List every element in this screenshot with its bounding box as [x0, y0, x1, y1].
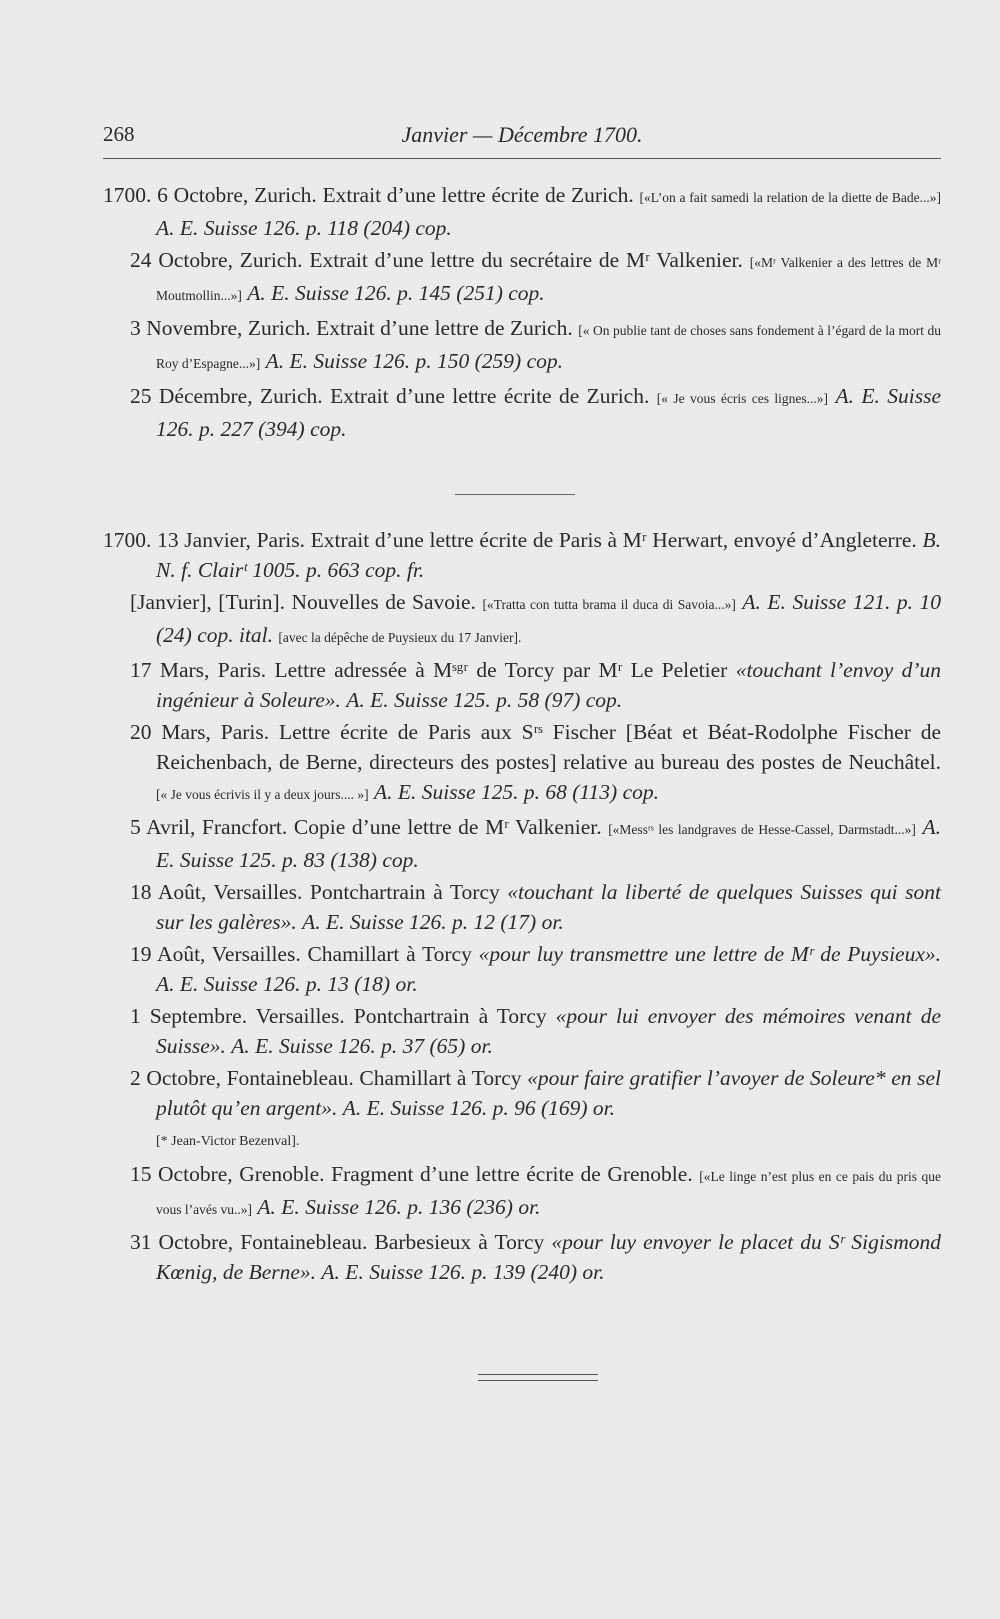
running-title: Janvier — Décembre 1700. [401, 122, 643, 147]
entry-ref: A. E. Suisse 125. p. 58 (97) cop. [346, 688, 623, 712]
entry-text: Pontchartrain à Torcy [309, 880, 500, 904]
entry-lead: 3 Novembre, Zurich. [130, 316, 311, 340]
entry-footnote: [* Jean-Victor Bezenval]. [156, 1134, 300, 1149]
entry-ref: A. E. Suisse 121. p. 10 (24) cop. ital. [156, 590, 941, 647]
entry-note: [avec la dépêche de Puysieux du 17 Janvier]. [278, 630, 522, 645]
entry [103, 655, 941, 715]
entry-note: [«Mʳ Valkenier a des lettres de Mʳ Moutmollin...»] [156, 255, 942, 303]
entry-ref: A. E. Suisse 126. p. 13 (18) or. [156, 972, 418, 996]
entry-note: [«L’on a fait samedi la relation de la diette de Bade...»] [639, 190, 942, 205]
entry-note: [« On publie tant de choses sans fondement à l’égard de la mort du Roy d’Espagne...»] [156, 323, 942, 371]
entry-note: [«Le linge n’est plus en ce pais du pris que vous l’avés vu..»] [156, 1169, 942, 1217]
entry [103, 245, 941, 311]
entry-quote: «pour luy transmettre une lettre de Mʳ de Puysieux». [478, 942, 941, 966]
entry-note: [«Messʳˢ les landgraves de Hesse-Cassel, Darmstadt...»] [608, 822, 916, 837]
entry-text: Extrait d’une lettre du secrétaire de Mʳ Valkenier. [309, 248, 743, 272]
entry [103, 1063, 941, 1157]
entry-ref: A. E. Suisse 126. p. 37 (65) or. [231, 1034, 493, 1058]
entry-quote: «touchant la liberté de quelques Suisses qui sont sur les galères». [156, 880, 941, 934]
entry-ref: A. E. Suisse 126. p. 139 (240) or. [321, 1260, 605, 1284]
entry-text: Copie d’une lettre de Mʳ Valkenier. [293, 815, 602, 839]
entry-text: Lettre adressée à Mˢᵍʳ de Torcy par Mʳ Le Peletier [274, 658, 728, 682]
entry [103, 180, 941, 243]
entry-ref: A. E. Suisse 126. p. 136 (236) or. [257, 1195, 541, 1219]
section-1700 [103, 525, 941, 1289]
entry-text: Nouvelles de Savoie. [291, 590, 476, 614]
page-header [103, 122, 941, 152]
entry-text: Chamillart à Torcy [359, 1066, 522, 1090]
entry-lead: 1700. 6 Octobre, Zurich. [103, 183, 317, 207]
entry [103, 313, 941, 379]
entry [103, 812, 941, 875]
entry [103, 939, 941, 999]
page-number: 268 [103, 122, 135, 146]
entry-ref: A. E. Suisse 126. p. 145 (251) cop. [247, 281, 545, 305]
entry-lead: 15 Octobre, Grenoble. [130, 1162, 325, 1186]
entry-quote: «pour luy envoyer le placet du Sʳ Sigismond Kœnig, de Berne». [156, 1230, 942, 1284]
section-divider [455, 494, 575, 495]
entry-lead: 18 Août, Versailles. [130, 880, 303, 904]
entry-text: Barbesieux à Torcy [374, 1230, 545, 1254]
entry-quote: «touchant l’envoy d’un ingénieur à Soleure». [156, 658, 942, 712]
entry-text: Chamillart à Torcy [307, 942, 472, 966]
entry-ref: A. E. Suisse 126. p. 118 (204) cop. [156, 216, 452, 240]
entry-note: [« Je vous écrivis il y a deux jours.... »] [156, 787, 369, 802]
entry-lead: [Janvier], [Turin]. [130, 590, 285, 614]
entry-ref: A. E. Suisse 125. p. 83 (138) cop. [156, 815, 941, 872]
entry-text: Fragment d’une lettre écrite de Grenoble. [331, 1162, 693, 1186]
end-rule [478, 1374, 598, 1381]
entry-text: Lettre écrite de Paris aux Sʳˢ Fischer [Béat et Béat-Rodolphe Fischer de Reichenbach, de Berne, directeurs des postes] relative au bureau des postes de Neuchâtel. [156, 720, 942, 774]
header-rule [103, 158, 941, 159]
entry-lead: 24 Octobre, Zurich. [130, 248, 303, 272]
entry-note: [« Je vous écris ces lignes...»] [656, 391, 829, 406]
entry-text: Extrait d’une lettre écrite de Paris à Mʳ Herwart, envoyé d’Angleterre. [310, 528, 917, 552]
entry [103, 1159, 941, 1225]
entry-lead: 5 Avril, Francfort. [130, 815, 288, 839]
entry-ref: A. E. Suisse 126. p. 96 (169) or. [342, 1096, 616, 1120]
entry [103, 717, 941, 810]
entry-lead: 19 Août, Versailles. [130, 942, 301, 966]
entry-lead: 1700. 13 Janvier, Paris. [103, 528, 305, 552]
entry-text: Extrait d’une lettre écrite de Zurich. [322, 183, 634, 207]
entry-quote: «pour lui envoyer des mémoires venant de Suisse». [156, 1004, 941, 1058]
entry [103, 525, 941, 585]
entry-text: Extrait d’une lettre de Zurich. [316, 316, 573, 340]
entry [103, 1227, 941, 1287]
entry [103, 877, 941, 937]
entry-text: Pontchartrain à Torcy [353, 1004, 547, 1028]
entry-note: [«Tratta con tutta brama il duca di Savoia...»] [482, 597, 736, 612]
entry-lead: 20 Mars, Paris. [130, 720, 270, 744]
entry-ref: B. N. f. Clairᵗ 1005. p. 663 cop. fr. [156, 528, 941, 582]
entry-lead: 25 Décembre, Zurich. [130, 384, 323, 408]
entry-lead: 2 Octobre, Fontainebleau. [130, 1066, 354, 1090]
entry-quote: «pour faire gratifier l’avoyer de Soleure* en sel plutôt qu’en argent». [156, 1066, 941, 1120]
entry-text: Extrait d’une lettre écrite de Zurich. [330, 384, 650, 408]
entry [103, 587, 941, 653]
entry-ref: A. E. Suisse 125. p. 68 (113) cop. [373, 780, 660, 804]
entry [103, 1001, 941, 1061]
entry-ref: A. E. Suisse 126. p. 227 (394) cop. [156, 384, 941, 441]
entry [103, 381, 941, 444]
entry-lead: 31 Octobre, Fontainebleau. [130, 1230, 368, 1254]
entry-lead: 1 Septembre. Versailles. [130, 1004, 345, 1028]
entry-ref: A. E. Suisse 126. p. 150 (259) cop. [265, 349, 563, 373]
entry-ref: A. E. Suisse 126. p. 12 (17) or. [302, 910, 564, 934]
entry-lead: 17 Mars, Paris. [130, 658, 267, 682]
section-zurich [103, 180, 941, 446]
